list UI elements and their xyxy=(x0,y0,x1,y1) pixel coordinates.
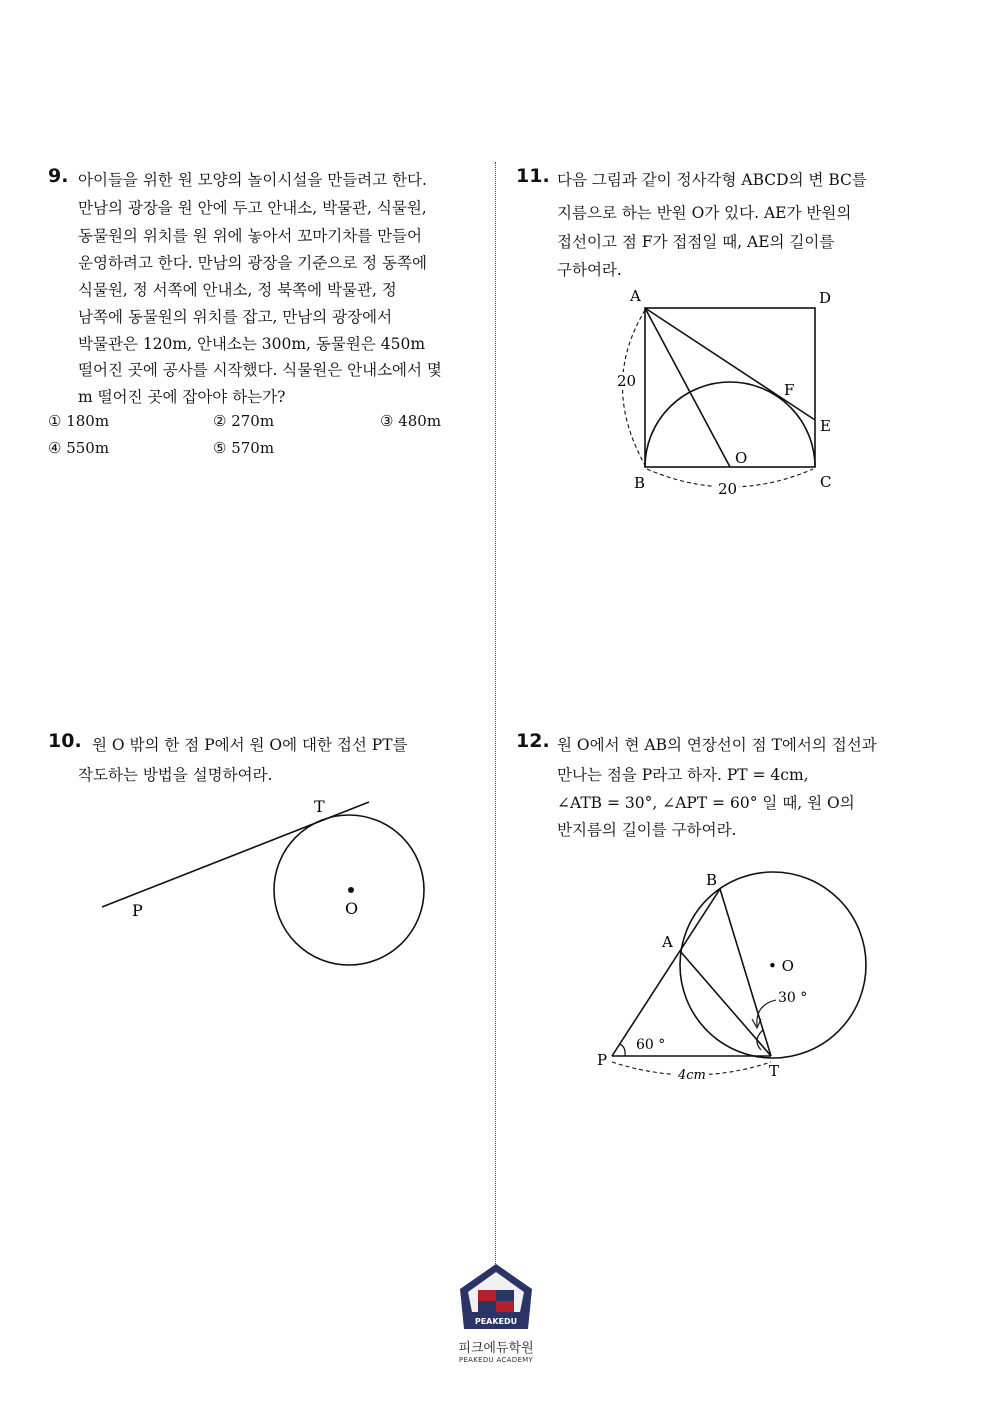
label-a: A xyxy=(630,287,641,305)
choice-3[interactable]: ③ 480m xyxy=(380,412,442,430)
label-t: T xyxy=(314,797,325,816)
label-b: B xyxy=(634,474,646,492)
question-number: 12. xyxy=(516,730,550,752)
choice-5[interactable]: ⑤ 570m xyxy=(213,439,275,457)
question-text-line: 아이들을 위한 원 모양의 놀이시설을 만들려고 한다. xyxy=(78,171,427,189)
question-text-line: ∠ATB = 30°, ∠APT = 60° 일 때, 원 O의 xyxy=(557,794,855,812)
label-angle-t: 30 ° xyxy=(778,990,808,1006)
label-side-left: 20 xyxy=(617,372,637,390)
question-text-line: 반지름의 길이를 구하여라. xyxy=(557,821,737,839)
choice-2[interactable]: ② 270m xyxy=(213,412,275,430)
question-text-line: 원 O에서 현 AB의 연장선이 점 T에서의 접선과 xyxy=(557,736,877,754)
choice-1[interactable]: ① 180m xyxy=(48,412,110,430)
label-t: T xyxy=(769,1062,780,1080)
question-number: 9. xyxy=(48,165,69,187)
choice-4[interactable]: ④ 550m xyxy=(48,439,110,457)
label-side-bottom: 20 xyxy=(718,480,738,498)
logo-subtitle: PEAKEDU ACADEMY xyxy=(458,1356,534,1364)
question-text-line: 만남의 광장을 원 안에 두고 안내소, 박물관, 식물원, xyxy=(78,199,427,217)
label-p: P xyxy=(597,1051,608,1069)
label-o: • O xyxy=(768,957,794,975)
label-c: C xyxy=(820,473,832,491)
question-text-line: 만나는 점을 P라고 하자. PT = 4cm, xyxy=(557,766,809,784)
logo-name: 피크에듀학원 xyxy=(458,1341,534,1356)
label-f: F xyxy=(784,381,795,399)
question-text-line: 운영하려고 한다. 만남의 광장을 기준으로 정 동쪽에 xyxy=(78,254,427,272)
label-b: B xyxy=(706,871,718,889)
question-text-line: 동물원의 위치를 원 위에 놓아서 꼬마기차를 만들어 xyxy=(78,227,422,245)
label-a: A xyxy=(662,933,673,951)
question-text-line: 작도하는 방법을 설명하여라. xyxy=(78,766,273,784)
question-number: 10. xyxy=(48,730,82,752)
label-length-pt: 4cm xyxy=(678,1068,706,1083)
question-text-line: 식물원, 정 서쪽에 안내소, 정 북쪽에 박물관, 정 xyxy=(78,281,397,299)
question-text-line: 남쪽에 동물원의 위치를 잡고, 만남의 광장에서 xyxy=(78,308,393,326)
question-text-line: 떨어진 곳에 공사를 시작했다. 식물원은 안내소에서 몇 xyxy=(78,361,442,379)
question-text-line: 접선이고 점 F가 접점일 때, AE의 길이를 xyxy=(557,233,835,251)
question-text-line: 구하여라. xyxy=(557,261,622,279)
logo-emblem-text: PEAKEDU xyxy=(474,1317,518,1326)
label-angle-p: 60 ° xyxy=(636,1037,666,1053)
label-e: E xyxy=(820,417,831,435)
question-text-line: 지름으로 하는 반원 O가 있다. AE가 반원의 xyxy=(557,204,852,222)
label-o: O xyxy=(345,899,359,918)
question-text-line: 원 O 밖의 한 점 P에서 원 O에 대한 접선 PT를 xyxy=(92,736,408,754)
label-d: D xyxy=(819,289,832,307)
question-text-line: m 떨어진 곳에 잡아야 하는가? xyxy=(78,388,286,406)
question-text-line: 다음 그림과 같이 정사각형 ABCD의 변 BC를 xyxy=(557,171,867,189)
question-text-line: 박물관은 120m, 안내소는 300m, 동물원은 450m xyxy=(78,335,426,353)
label-p: P xyxy=(132,901,143,920)
label-o: O xyxy=(735,449,748,467)
question-number: 11. xyxy=(516,165,550,187)
